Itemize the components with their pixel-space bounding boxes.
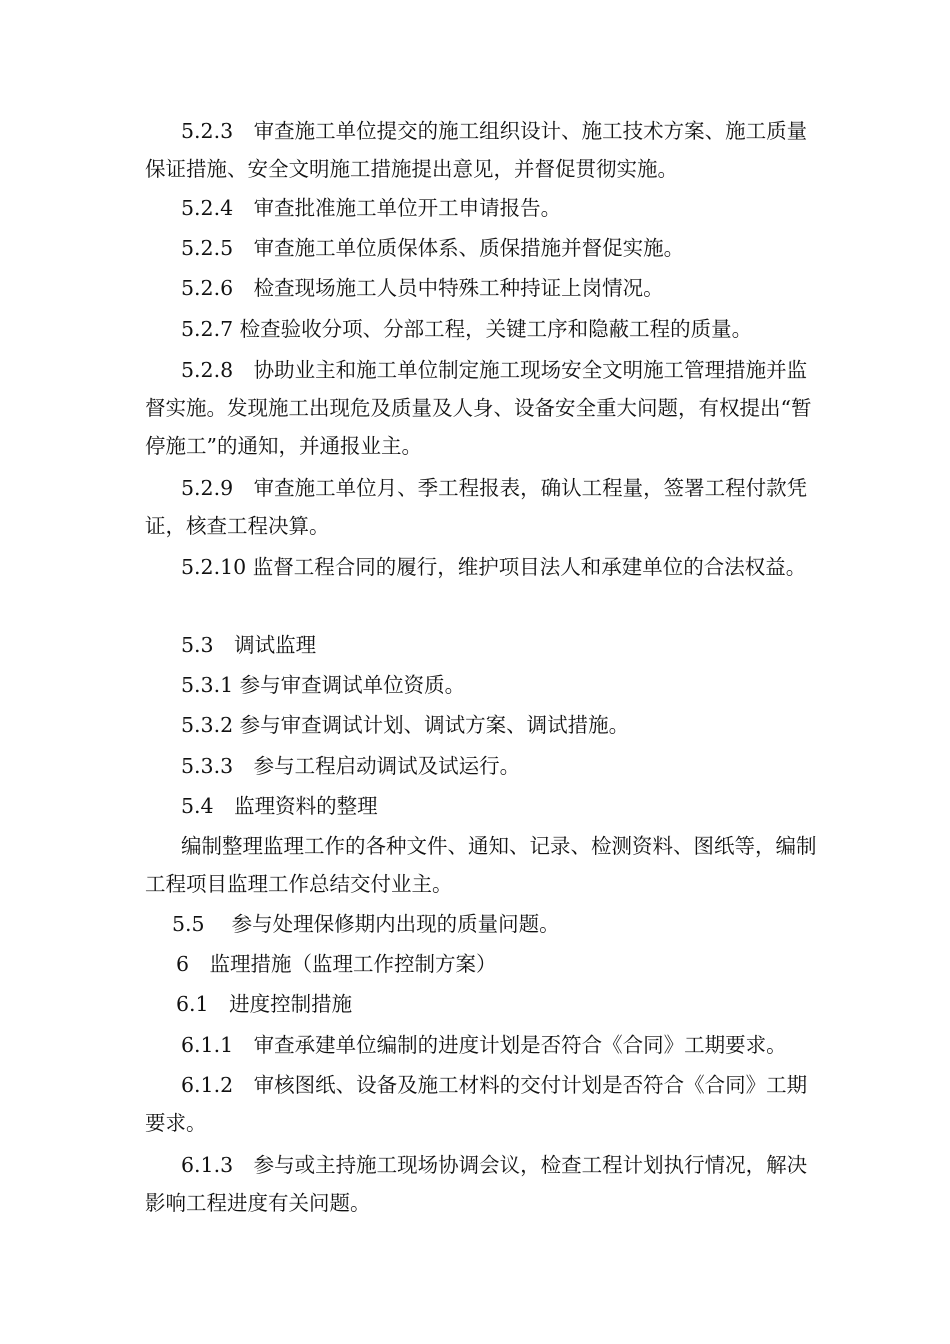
paragraph-6-1-3: 6.1.3 参与或主持施工现场协调会议，检查工程计划执行情况，解决影响工程进度有关问题。: [145, 1153, 808, 1215]
paragraph-5-5: 5.5 参与处理保修期内出现的质量问题。: [172, 912, 560, 936]
paragraph-5-2-8: 5.2.8 协助业主和施工单位制定施工现场安全文明施工管理措施并监督实施。发现施工出现危及质量及人身、设备安全重大问题，有权提出“暂停施工”的通知，并通报业主。: [145, 358, 812, 458]
paragraph-5-2-4: 5.2.4 审查批准施工单位开工申请报告。: [181, 196, 562, 220]
heading-5-4: 5.4 监理资料的整理: [181, 794, 378, 818]
paragraph-5-2-10: 5.2.10 监督工程合同的履行，维护项目法人和承建单位的合法权益。: [181, 555, 807, 579]
paragraph-5-3-2: 5.3.2 参与审查调试计划、调试方案、调试措施。: [181, 713, 630, 737]
paragraph-5-2-9: 5.2.9 审查施工单位月、季工程报表，确认工程量，签署工程付款凭证，核查工程决算。: [145, 476, 808, 538]
paragraph-5-2-3: 5.2.3 审查施工单位提交的施工组织设计、施工技术方案、施工质量保证措施、安全文明施工措施提出意见，并督促贯彻实施。: [145, 119, 808, 181]
paragraph-5-2-7: 5.2.7 检查验收分项、分部工程，关键工序和隐蔽工程的质量。: [181, 317, 753, 341]
heading-5-3: 5.3 调试监理: [181, 633, 317, 657]
paragraph-6-1-1: 6.1.1 审查承建单位编制的进度计划是否符合《合同》工期要求。: [181, 1033, 787, 1057]
paragraph-5-4-body: 编制整理监理工作的各种文件、通知、记录、检测资料、图纸等，编制工程项目监理工作总结交付业主。: [145, 834, 817, 896]
paragraph-5-2-6: 5.2.6 检查现场施工人员中特殊工种持证上岗情况。: [181, 276, 664, 300]
paragraph-5-3-3: 5.3.3 参与工程启动调试及试运行。: [181, 754, 521, 778]
paragraph-5-3-1: 5.3.1 参与审查调试单位资质。: [181, 673, 466, 697]
heading-6-1: 6.1 进度控制措施: [176, 992, 353, 1016]
paragraph-6-1-2: 6.1.2 审核图纸、设备及施工材料的交付计划是否符合《合同》工期要求。: [145, 1073, 808, 1135]
heading-6: 6 监理措施（监理工作控制方案）: [176, 952, 497, 976]
paragraph-5-2-5: 5.2.5 审查施工单位质保体系、质保措施并督促实施。: [181, 236, 685, 260]
